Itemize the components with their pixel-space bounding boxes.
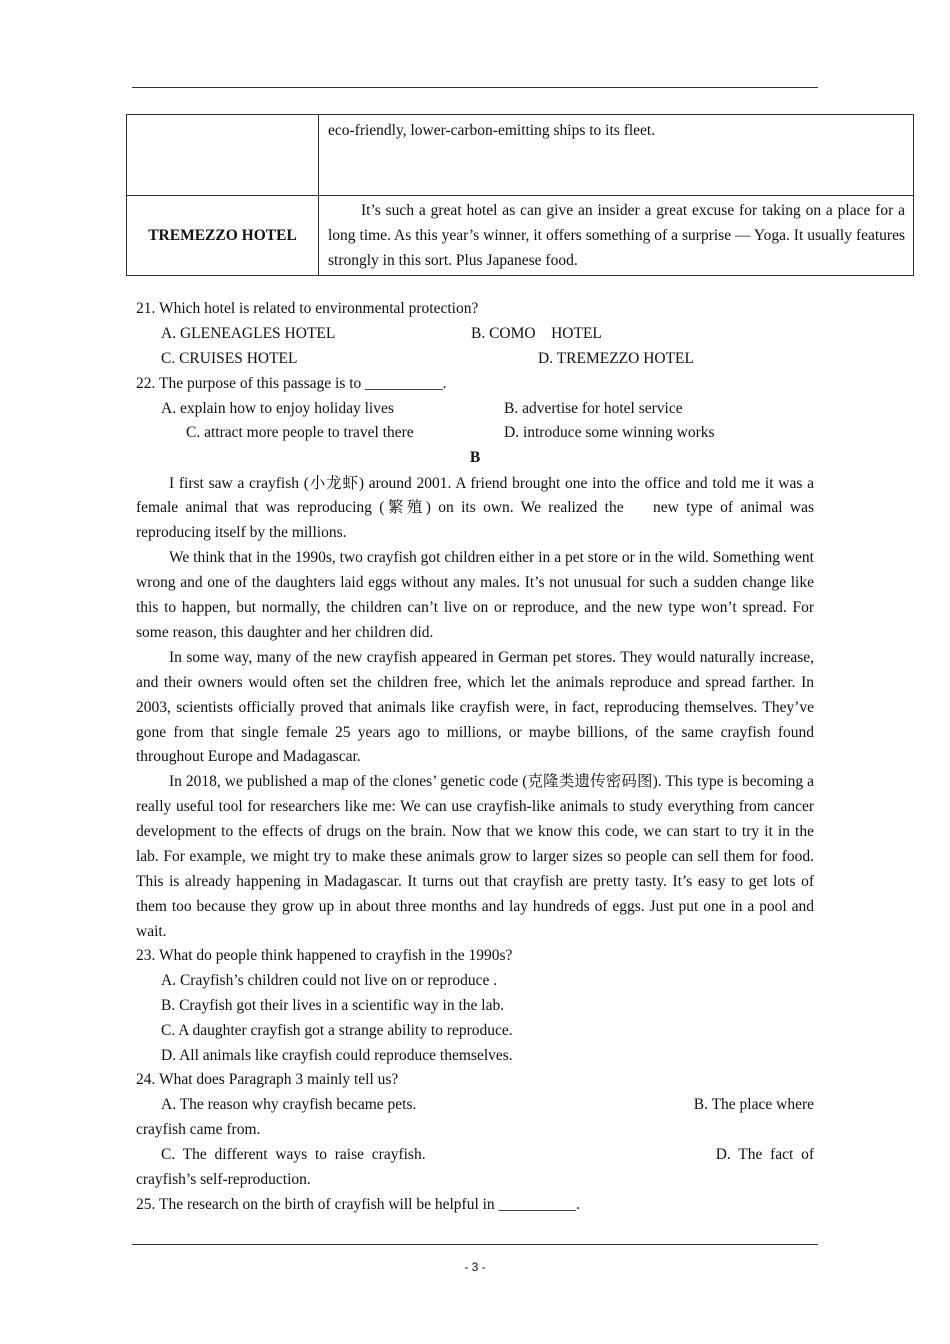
- option-d-continued: crayfish’s self-reproduction.: [136, 1171, 311, 1189]
- hotel-name-cell: TREMEZZO HOTEL: [127, 196, 319, 276]
- questions-23-25: [136, 944, 814, 1218]
- passage-paragraph-4: In 2018, we published a map of the clones’ genetic code (克隆类遗传密码图). This type is becoming a really useful tool for researchers like me: We can use crayfish-like animals to study everything from cancer development to the effects of drugs on the brain. Now that we know this code, we can start to try it in the lab. For example, we might try to make these animals grow to larger sizes so people can sell them for food. This is already happening in Madagascar. It turns out that crayfish are pretty tasty. It’s easy to get lots of them too because they grow up in about three months and lay hundreds of eggs. Just put one in a pool and wait.: [136, 773, 814, 940]
- question-21-options-cd: [136, 347, 814, 372]
- header-rule: [132, 87, 818, 88]
- question-21-stem: 21. Which hotel is related to environmental protection?: [136, 300, 479, 317]
- option-c: C. attract more people to travel there: [186, 424, 414, 442]
- hotel-description: eco-friendly, lower-carbon-emitting ships to its fleet.: [328, 122, 656, 139]
- option-d: D. introduce some winning works: [504, 424, 715, 442]
- option-b: B. advertise for hotel service: [504, 399, 683, 417]
- questions-21-22: [136, 297, 814, 471]
- option-c: C. CRUISES HOTEL: [161, 349, 298, 367]
- hotel-table: [126, 114, 914, 276]
- option-a: A. The reason why crayfish became pets.: [161, 1096, 417, 1114]
- question-22-options-cd: [136, 421, 814, 446]
- question-25-stem: 25. The research on the birth of crayfish will be helpful in __________.: [136, 1195, 580, 1213]
- footer-rule: [132, 1244, 818, 1245]
- question-22-stem: 22. The purpose of this passage is to __________.: [136, 374, 447, 392]
- option-b: B. COMO HOTEL: [471, 324, 602, 342]
- question-22-options-ab: [136, 397, 814, 422]
- option-c: C. The different ways to raise crayfish.: [161, 1146, 426, 1164]
- question-24-options-ab: [136, 1093, 814, 1118]
- hotel-description: It’s such a great hotel as can give an insider a great excuse for taking on a place for a long time. As this year’s winner, it offers something of a surprise — Yoga. It usually features strongly in this sort. Plus Japanese food.: [328, 202, 905, 269]
- hotel-description-cell: [319, 196, 914, 276]
- question-21-options-ab: [136, 322, 814, 347]
- question-23-stem: 23. What do people think happened to crayfish in the 1990s?: [136, 947, 513, 964]
- hotel-name-cell: [127, 115, 319, 196]
- option-b: B. Crayfish got their lives in a scientific way in the lab.: [161, 996, 505, 1014]
- hotel-description-cell: [319, 115, 914, 196]
- passage-paragraph-1: I first saw a crayfish (小龙虾) around 2001. A friend brought one into the office and told me it was a female animal that was reproducing (繁殖) on its own. We realized the new type of animal was reproducing itself by the millions.: [136, 474, 818, 542]
- option-b: B. The place where: [693, 1096, 814, 1114]
- option-a: A. GLENEAGLES HOTEL: [161, 324, 336, 342]
- passage-paragraph-3: In some way, many of the new crayfish appeared in German pet stores. They would naturally increase, and their owners would often set the children free, which let the animals reproduce and spread farther. In 2003, scientists officially proved that animals like crayfish were, in fact, reproducing themselves. They’ve gone from that single female 25 years ago to millions, or maybe billions, of the same crayfish found throughout Europe and Madagascar.: [136, 648, 814, 766]
- option-b-continued: crayfish came from.: [136, 1121, 261, 1139]
- passage-b: [136, 472, 818, 945]
- page-number: - 3 -: [464, 1260, 486, 1274]
- passage-paragraph-2: We think that in the 1990s, two crayfish got children either in a pet store or in the wild. Something went wrong and one of the daughters laid eggs without any males. It’s not unusual for such a sudden change like this to happen, but normally, the children can’t live on or reproduce, and the new type won’t spread. For some reason, this daughter and her children did.: [136, 549, 814, 641]
- option-c: C. A daughter crayfish got a strange ability to reproduce.: [161, 1021, 513, 1039]
- table-row: [127, 196, 914, 276]
- section-heading-b: B: [469, 449, 481, 467]
- option-a: A. Crayfish’s children could not live on or reproduce .: [161, 971, 498, 989]
- option-d: D. The fact of: [715, 1146, 814, 1164]
- option-d: D. TREMEZZO HOTEL: [538, 349, 694, 367]
- question-24-options-cd: [136, 1143, 814, 1168]
- table-row: [127, 115, 914, 196]
- option-d: D. All animals like crayfish could reproduce themselves.: [161, 1046, 513, 1064]
- question-24-stem: 24. What does Paragraph 3 mainly tell us?: [136, 1071, 399, 1089]
- option-a: A. explain how to enjoy holiday lives: [161, 399, 394, 417]
